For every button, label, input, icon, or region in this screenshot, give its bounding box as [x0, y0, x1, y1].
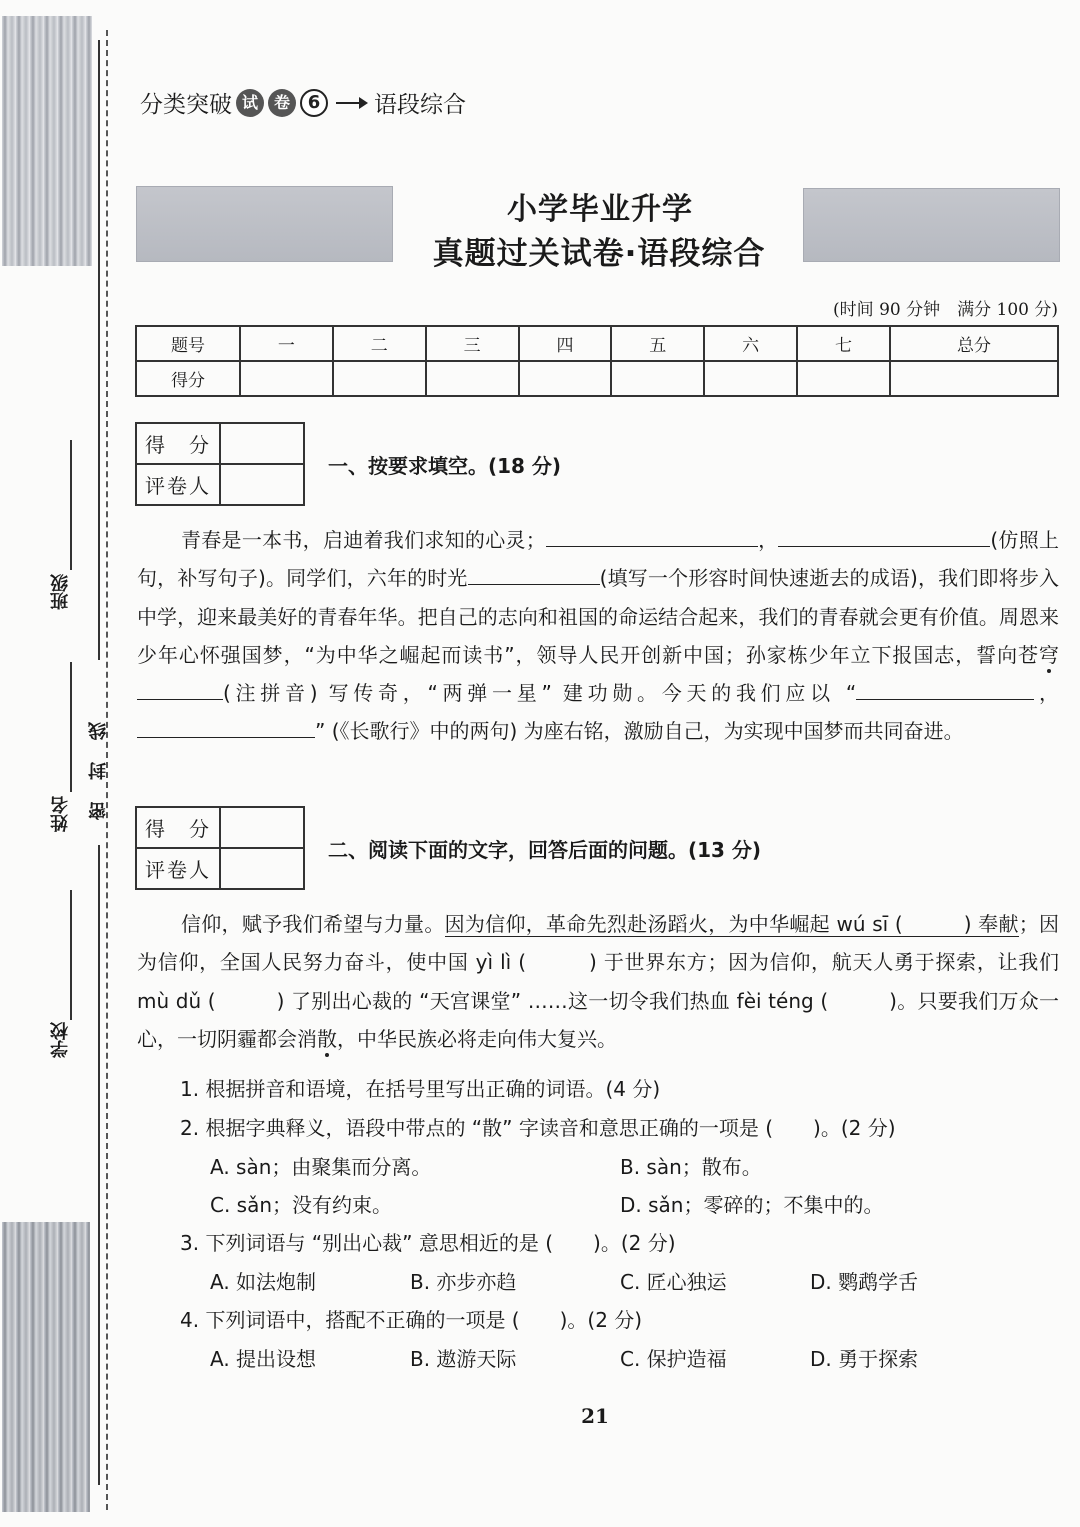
q2-option-c[interactable]: C. sǎn；没有约束。 [210, 1193, 393, 1217]
section2-grader-box [135, 806, 305, 890]
score-header-cell: 五 [611, 326, 704, 361]
seal-text: 密封线 [88, 700, 109, 820]
s2-text-3: ，中华民族必将走向伟大复兴。 [337, 1026, 617, 1051]
score-header-cell: 题号 [136, 326, 240, 361]
s1-text-3: (仿照上句，补写句子)。同学们，六年的时光 [137, 528, 1059, 591]
score-cell[interactable] [426, 361, 519, 396]
grader-name-label: 评卷人 [136, 848, 220, 889]
s1-text-5: (注拼音) 写传奇，“两弹一星” 建功勋。今天的我们应以 “ [223, 681, 857, 706]
s1-text-2: ， [757, 528, 779, 552]
score-header-cell: 六 [704, 326, 797, 361]
grader-name-cell[interactable] [220, 464, 304, 505]
score-cell[interactable] [240, 361, 333, 396]
q4-option-c[interactable]: C. 保护造福 [620, 1347, 727, 1371]
exam-title-line1: 小学毕业升学 [507, 192, 693, 227]
binding-strip-top [2, 16, 92, 266]
score-header-cell: 三 [426, 326, 519, 361]
header-badge-2: 卷 [268, 89, 296, 117]
section1-passage [137, 521, 1059, 751]
class-label: 班级 [50, 574, 71, 610]
score-table [135, 325, 1059, 397]
grader-name-label: 评卷人 [136, 464, 220, 505]
score-header-cell: 四 [519, 326, 612, 361]
q4-option-b[interactable]: B. 遨游天际 [410, 1347, 517, 1371]
q4-option-a[interactable]: A. 提出设想 [210, 1347, 317, 1371]
s1-dotted-char: 穹 [1039, 642, 1059, 667]
score-table-score-row [136, 361, 1058, 396]
q3-option-b[interactable]: B. 亦步亦趋 [410, 1270, 517, 1294]
header-prefix: 分类突破 [140, 92, 232, 118]
s2-dotted-char: 散 [317, 1026, 337, 1051]
s1-text-6: ， [1034, 681, 1060, 706]
q3-option-c[interactable]: C. 匠心独运 [620, 1270, 727, 1294]
time-info: (时间 90 分钟 满分 100 分) [833, 300, 1058, 320]
score-cell[interactable] [704, 361, 797, 396]
grader-score-label: 得 分 [136, 423, 220, 464]
score-cell[interactable] [519, 361, 612, 396]
score-cell[interactable] [611, 361, 704, 396]
fill-blank[interactable] [468, 560, 600, 585]
header-badge-number: 6 [300, 89, 328, 117]
grader-name-cell[interactable] [220, 848, 304, 889]
title-banner-left [136, 186, 393, 262]
score-header-cell: 一 [240, 326, 333, 361]
section1-grader-box [135, 422, 305, 506]
fill-blank[interactable] [778, 522, 990, 547]
series-header [140, 86, 466, 119]
score-header-cell: 总分 [890, 326, 1058, 361]
q3-option-d[interactable]: D. 鹦鹉学舌 [810, 1270, 919, 1294]
s2-text-2: ；因为信仰，全国人民努力奋斗，使中国 yì lì ( ) 于世界东方；因为信仰，航天人勇于探索，让我们 mù dǔ ( ) 了别出心裁的 “天宫课堂” ……这一切令我们热血 fèi téng ( )。只要我们万众一心，一切阴霾都会消 [137, 912, 1060, 1051]
s1-text-4: (填写一个形容时间快速逝去的成语)，我们即将步入中学，迎来最美好的青春年华。把自己的志向和祖国的命运结合起来，我们的青春就会更有价值。周恩来少年心怀强国梦，“为中华之崛起而读书”，领导人民开创新中国；孙家栋少年立下报国志，誓向苍 [137, 566, 1059, 667]
seal-line-upper [98, 40, 100, 660]
header-suffix: 语段综合 [374, 92, 466, 118]
grader-score-cell[interactable] [220, 807, 304, 848]
section2-title: 二、阅读下面的文字，回答后面的问题。(13 分) [328, 838, 762, 862]
q3-option-a[interactable]: A. 如法炮制 [210, 1270, 317, 1294]
s2-text-1: 信仰，赋予我们希望与力量。 [181, 912, 445, 936]
title-banner-right [803, 188, 1060, 262]
question-3: 3. 下列词语与 “别出心裁” 意思相近的是 ( )。(2 分) [180, 1231, 676, 1255]
score-header-cell: 二 [333, 326, 426, 361]
question-4: 4. 下列词语中，搭配不正确的一项是 ( )。(2 分) [180, 1308, 643, 1332]
grader-score-label: 得 分 [136, 807, 220, 848]
s1-text-1: 青春是一本书，启迪着我们求知的心灵； [181, 528, 546, 552]
question-2: 2. 根据字典释义，语段中带点的 “散” 字读音和意思正确的一项是 ( )。(2 分) [180, 1116, 896, 1140]
q2-option-a[interactable]: A. sàn；由聚集而分离。 [210, 1155, 432, 1179]
header-badge-1: 试 [236, 89, 264, 117]
class-write-line [70, 440, 72, 570]
fill-blank[interactable] [137, 713, 315, 738]
score-cell[interactable] [333, 361, 426, 396]
question-1: 1. 根据拼音和语境，在括号里写出正确的词语。(4 分) [180, 1077, 661, 1101]
q4-option-d[interactable]: D. 勇于探索 [810, 1347, 919, 1371]
grader-score-cell[interactable] [220, 423, 304, 464]
section1-title: 一、按要求填空。(18 分) [328, 454, 562, 478]
q2-option-b[interactable]: B. sàn；散布。 [620, 1155, 762, 1179]
section2-passage [137, 905, 1059, 1058]
score-cell[interactable] [890, 361, 1058, 396]
arrow-icon [336, 102, 366, 104]
page-number: 21 [581, 1404, 609, 1428]
q2-option-d[interactable]: D. sǎn；零碎的；不集中的。 [620, 1193, 884, 1217]
fill-blank[interactable] [546, 522, 758, 547]
school-label: 学校 [50, 1022, 71, 1058]
s2-underlined-text: 因为信仰，革命先烈赴汤蹈火，为中华崛起 wú sī ( ) 奉献 [444, 912, 1019, 936]
score-table-header-row [136, 326, 1058, 361]
fill-blank[interactable] [856, 675, 1034, 700]
name-label: 姓名 [50, 796, 71, 832]
seal-line-lower [98, 845, 100, 1485]
binding-strip-bottom [2, 1222, 90, 1512]
exam-title-line2: 真题过关试卷·语段综合 [432, 236, 766, 272]
name-write-line [70, 662, 72, 792]
score-cell[interactable] [797, 361, 890, 396]
school-write-line [70, 890, 72, 1020]
s1-text-7: ” (《长歌行》中的两句) 为座右铭，激励自己，为实现中国梦而共同奋进。 [315, 719, 964, 744]
score-header-cell: 七 [797, 326, 890, 361]
fill-blank[interactable] [137, 675, 223, 700]
score-row-label: 得分 [136, 361, 240, 396]
